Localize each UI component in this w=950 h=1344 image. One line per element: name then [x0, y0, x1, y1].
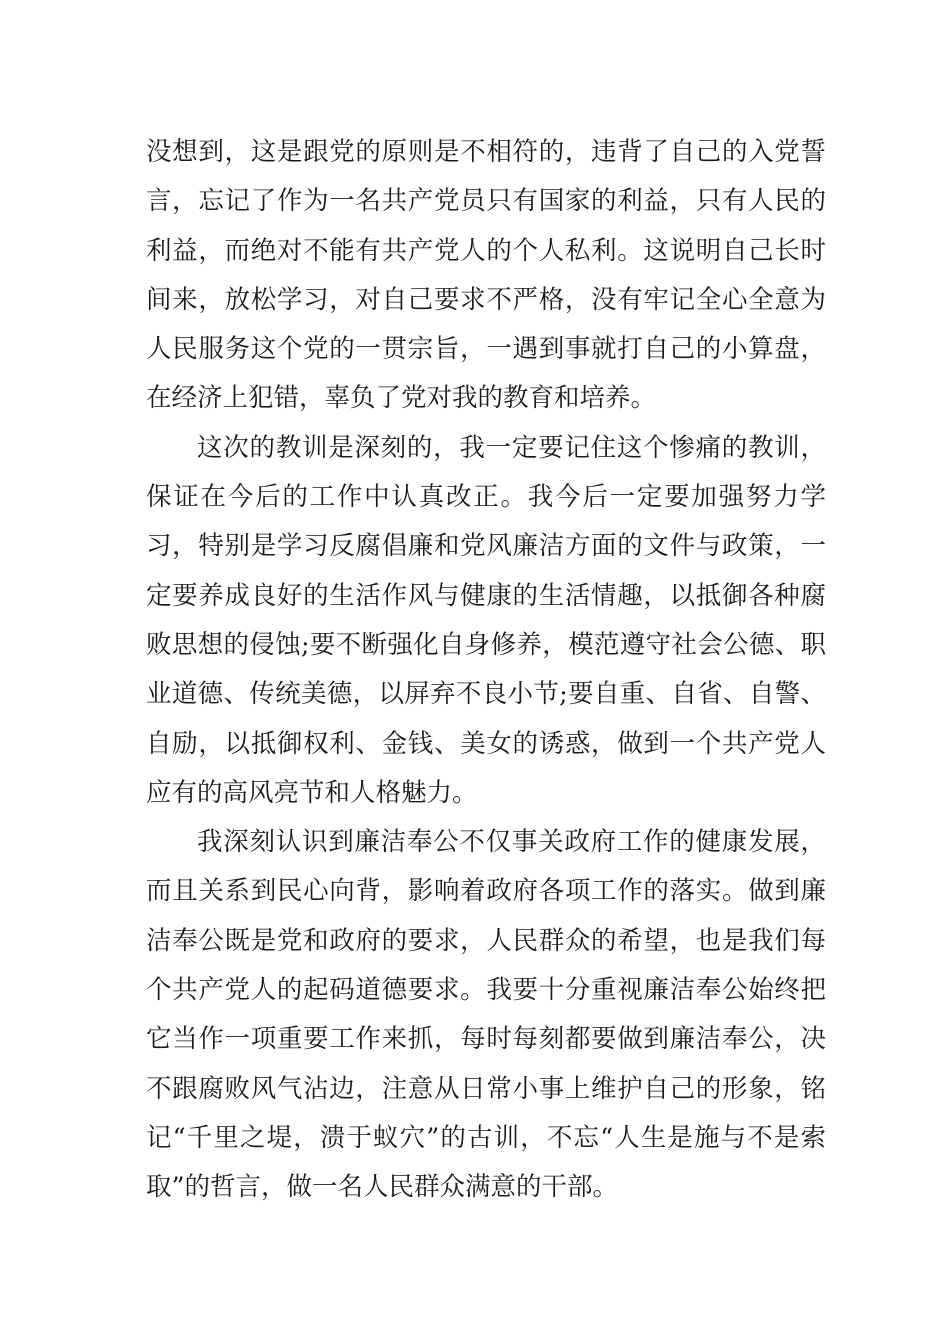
paragraph-3: 我深刻认识到廉洁奉公不仅事关政府工作的健康发展，而且关系到民心向背，影响着政府各项工作的落实。做到廉洁奉公既是党和政府的要求，人民群众的希望，也是我们每个共产党人的起码道德要求。我要十分重视廉洁奉公始终把它当作一项重要工作来抓，每时每刻都要做到廉洁奉公，决不跟腐败风气沾边，注意从日常小事上维护自己的形象，铭记“千里之堤，溃于蚁穴”的古训，不忘“人生是施与不是索取”的哲言，做一名人民群众满意的干部。: [146, 827, 826, 1203]
paragraph-1: 没想到，这是跟党的原则是不相符的，违背了自己的入党誓言，忘记了作为一名共产党员只有国家的利益，只有人民的利益，而绝对不能有共产党人的个人私利。这说明自己长时间来，放松学习，对自己要求不严格，没有牢记全心全意为人民服务这个党的一贯宗旨，一遇到事就打自己的小算盘，在经济上犯错，辜负了党对我的教育和培养。: [146, 137, 826, 414]
paragraph-2: 这次的教训是深刻的，我一定要记住这个惨痛的教训，保证在今后的工作中认真改正。我今后一定要加强努力学习，特别是学习反腐倡廉和党风廉洁方面的文件与政策，一定要养成良好的生活作风与健康的生活情趣，以抵御各种腐败思想的侵蚀;要不断强化自身修养，模范遵守社会公德、职业道德、传统美德，以屏弃不良小节;要自重、自省、自警、自励，以抵御权利、金钱、美女的诱惑，做到一个共产党人应有的高风亮节和人格魅力。: [146, 432, 826, 808]
document-body: [146, 128, 826, 1213]
